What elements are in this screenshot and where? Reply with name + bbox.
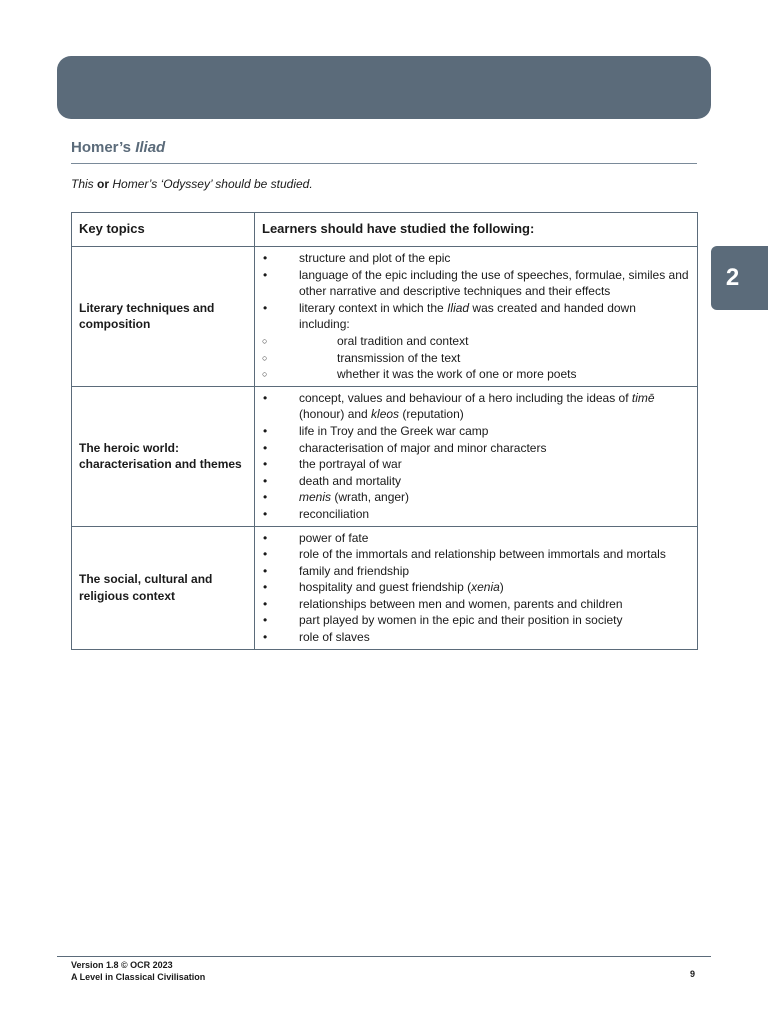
list-item bbox=[262, 629, 689, 646]
item-text: characterisation of major and minor characters bbox=[299, 440, 547, 455]
list-item bbox=[262, 267, 689, 300]
note-after: Homer’s ‘Odyssey’ should be studied. bbox=[112, 177, 313, 191]
item-text: literary context in which the bbox=[299, 300, 448, 315]
note-before: This bbox=[71, 177, 94, 191]
italic-term: xenia bbox=[471, 580, 500, 595]
sub-list-item: ○ transmission of the text bbox=[262, 350, 689, 367]
sub-list-container bbox=[262, 333, 689, 383]
item-text: hospitality and guest friendship ( bbox=[299, 580, 472, 595]
list-item bbox=[262, 390, 689, 423]
item-text: (wrath, anger) bbox=[331, 490, 410, 505]
list-item bbox=[262, 546, 689, 563]
note-or: or bbox=[97, 177, 110, 191]
table-row bbox=[72, 386, 698, 526]
italic-term: menis bbox=[299, 490, 332, 505]
learning-items-cell bbox=[255, 247, 698, 387]
item-text: death and mortality bbox=[299, 473, 402, 488]
item-text: family and friendship bbox=[299, 563, 410, 578]
italic-term: timē bbox=[631, 390, 655, 405]
item-text: was created and handed down including: bbox=[299, 300, 636, 332]
table-header-row bbox=[72, 213, 698, 247]
table-row bbox=[72, 526, 698, 649]
header-band bbox=[57, 56, 711, 119]
list-item bbox=[262, 423, 689, 440]
list-item bbox=[262, 300, 689, 333]
item-text: concept, values and behaviour of a hero including the ideas of bbox=[299, 390, 632, 405]
item-text: structure and plot of the epic bbox=[299, 251, 451, 265]
item-text: relationships between men and women, parents and children bbox=[299, 596, 623, 611]
footer-qualification: A Level in Classical Civilisation bbox=[71, 972, 206, 982]
bullet-list bbox=[262, 390, 689, 523]
item-text: part played by women in the epic and their position in society bbox=[299, 613, 623, 628]
bullet-list bbox=[262, 250, 689, 383]
title-work: Iliad bbox=[135, 139, 166, 156]
topic-cell: The social, cultural and religious context bbox=[72, 526, 255, 649]
column-header-learners: Learners should have studied the following: bbox=[255, 213, 698, 247]
section-tab-marker: 2 bbox=[711, 246, 768, 310]
page-title bbox=[71, 139, 697, 164]
list-item bbox=[262, 612, 689, 629]
footer-version: Version 1.8 © OCR 2023 bbox=[71, 960, 173, 970]
list-item bbox=[262, 473, 689, 490]
item-text: (honour) and bbox=[299, 407, 372, 422]
table-row bbox=[72, 247, 698, 387]
item-text: role of the immortals and relationship between immortals and mortals bbox=[299, 547, 666, 562]
sub-list-item: ○ whether it was the work of one or more poets bbox=[262, 366, 689, 383]
item-text: power of fate bbox=[299, 530, 369, 545]
title-prefix: Homer’s bbox=[71, 139, 132, 156]
footer-divider bbox=[57, 956, 711, 957]
item-text: the portrayal of war bbox=[299, 457, 402, 472]
list-item bbox=[262, 530, 689, 547]
item-text: language of the epic including the use of speeches, formulae, similes and other narrative and descriptive techniques and their effects bbox=[299, 267, 689, 299]
learning-items-cell bbox=[255, 526, 698, 649]
list-item bbox=[262, 579, 689, 596]
list-item bbox=[262, 440, 689, 457]
bullet-list bbox=[262, 530, 689, 646]
item-text: role of slaves bbox=[299, 630, 370, 645]
italic-term: kleos bbox=[371, 407, 400, 422]
item-text: ) bbox=[499, 580, 504, 595]
page-number: 9 bbox=[690, 969, 696, 979]
topic-cell: The heroic world: characterisation and themes bbox=[72, 386, 255, 526]
topics-table bbox=[71, 212, 698, 650]
topic-cell: Literary techniques and composition bbox=[72, 247, 255, 387]
sub-bullet-list bbox=[262, 333, 689, 383]
list-item bbox=[262, 596, 689, 613]
item-text: reconciliation bbox=[299, 506, 370, 521]
sub-list-item: ○ oral tradition and context bbox=[262, 333, 689, 350]
list-item bbox=[262, 489, 689, 506]
study-note bbox=[71, 177, 313, 191]
list-item bbox=[262, 250, 689, 267]
item-text: life in Troy and the Greek war camp bbox=[299, 423, 489, 438]
item-text: (reputation) bbox=[399, 407, 464, 422]
list-item bbox=[262, 456, 689, 473]
column-header-key-topics: Key topics bbox=[72, 213, 255, 247]
learning-items-cell bbox=[255, 386, 698, 526]
list-item bbox=[262, 506, 689, 523]
italic-term: Iliad bbox=[447, 300, 470, 315]
list-item bbox=[262, 563, 689, 580]
